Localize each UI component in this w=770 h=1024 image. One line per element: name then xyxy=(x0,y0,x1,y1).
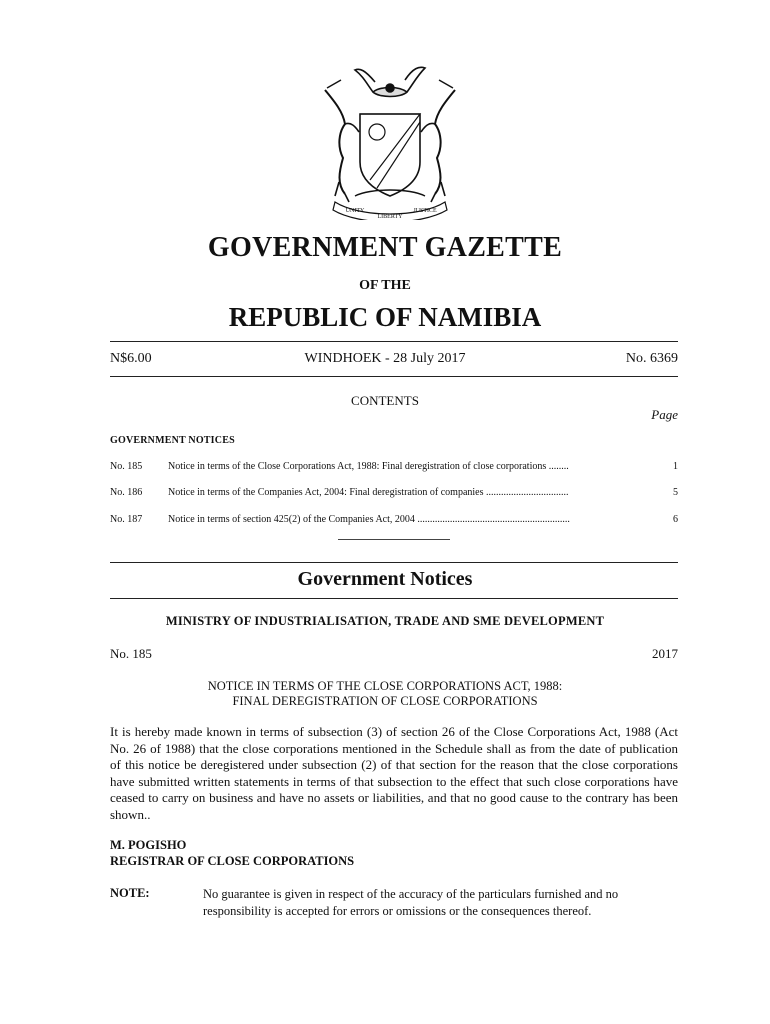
issue-number: No. 6369 xyxy=(625,351,678,366)
notices-top-rule xyxy=(110,562,678,563)
toc-entry-page: 5 xyxy=(673,487,678,498)
gazette-of-the: OF THE xyxy=(359,278,411,293)
place-date: WINDHOEK - 28 July 2017 xyxy=(304,351,466,366)
notice-body: It is hereby made known in terms of subsection (3) of section 26 of the Close Corporations Act, 1988 (Act No. 26 of 1988) that the close corporations mentioned in the Schedule shall as from the date of publication of this notice be deregistered under subsection (2) of that section for the reason that the close corporations have submitted written statements in terms of that subsection to the effect that such close corporations have ceased to carry on business and have no assets or liabilities, and that no good cause to the contrary has been shown.. xyxy=(110,724,678,822)
motto-unity: UNITY xyxy=(345,208,365,214)
notices-bottom-rule xyxy=(110,598,678,599)
ministry-heading: MINISTRY OF INDUSTRIALISATION, TRADE AND SME DEVELOPMENT xyxy=(165,614,605,628)
page-column-label: Page xyxy=(651,407,678,422)
toc-entry-number: No. 186 xyxy=(110,487,143,498)
gazette-title: GOVERNMENT GAZETTE xyxy=(207,232,563,263)
note-text: No guarantee is given in respect of the accuracy of the particulars furnished and no responsibility is accepted for errors or omissions or the consequences thereof. xyxy=(203,887,619,918)
signatory-title: REGISTRAR OF CLOSE CORPORATIONS xyxy=(110,854,355,868)
signatory-name: M. POGISHO xyxy=(110,838,187,852)
coat-of-arms-emblem xyxy=(315,62,465,220)
motto-justice: JUSTICE xyxy=(413,208,437,214)
note-label: NOTE: xyxy=(110,886,150,900)
toc-entry-title: Notice in terms of the Close Corporations Act, 1988: Final deregistration of close corporations ........ xyxy=(168,461,569,472)
toc-entry-number: No. 187 xyxy=(110,514,143,525)
header-bottom-rule xyxy=(110,376,678,377)
toc-entry-page: 1 xyxy=(673,461,678,472)
price: N$6.00 xyxy=(110,351,152,366)
toc-entry-title: Notice in terms of section 425(2) of the Companies Act, 2004 ............................................................. xyxy=(168,514,570,525)
notice-year: 2017 xyxy=(652,646,678,661)
contents-heading: CONTENTS xyxy=(351,393,419,408)
toc-entry-number: No. 185 xyxy=(110,461,143,472)
header-top-rule xyxy=(110,341,678,342)
government-notices-title: Government Notices xyxy=(297,568,473,590)
motto-liberty: LIBERTY xyxy=(377,214,403,220)
notice-title-line1: NOTICE IN TERMS OF THE CLOSE CORPORATIONS ACT, 1988: xyxy=(207,679,563,693)
contents-end-divider xyxy=(338,539,450,540)
gazette-country: REPUBLIC OF NAMIBIA xyxy=(228,302,542,332)
government-notices-heading: GOVERNMENT NOTICES xyxy=(110,435,235,446)
notice-title-line2: FINAL DEREGISTRATION OF CLOSE CORPORATIONS xyxy=(232,694,538,708)
toc-entry-title: Notice in terms of the Companies Act, 2004: Final deregistration of companies ................................. xyxy=(168,487,569,498)
notice-number: No. 185 xyxy=(110,646,152,661)
toc-entry-page: 6 xyxy=(673,514,678,525)
